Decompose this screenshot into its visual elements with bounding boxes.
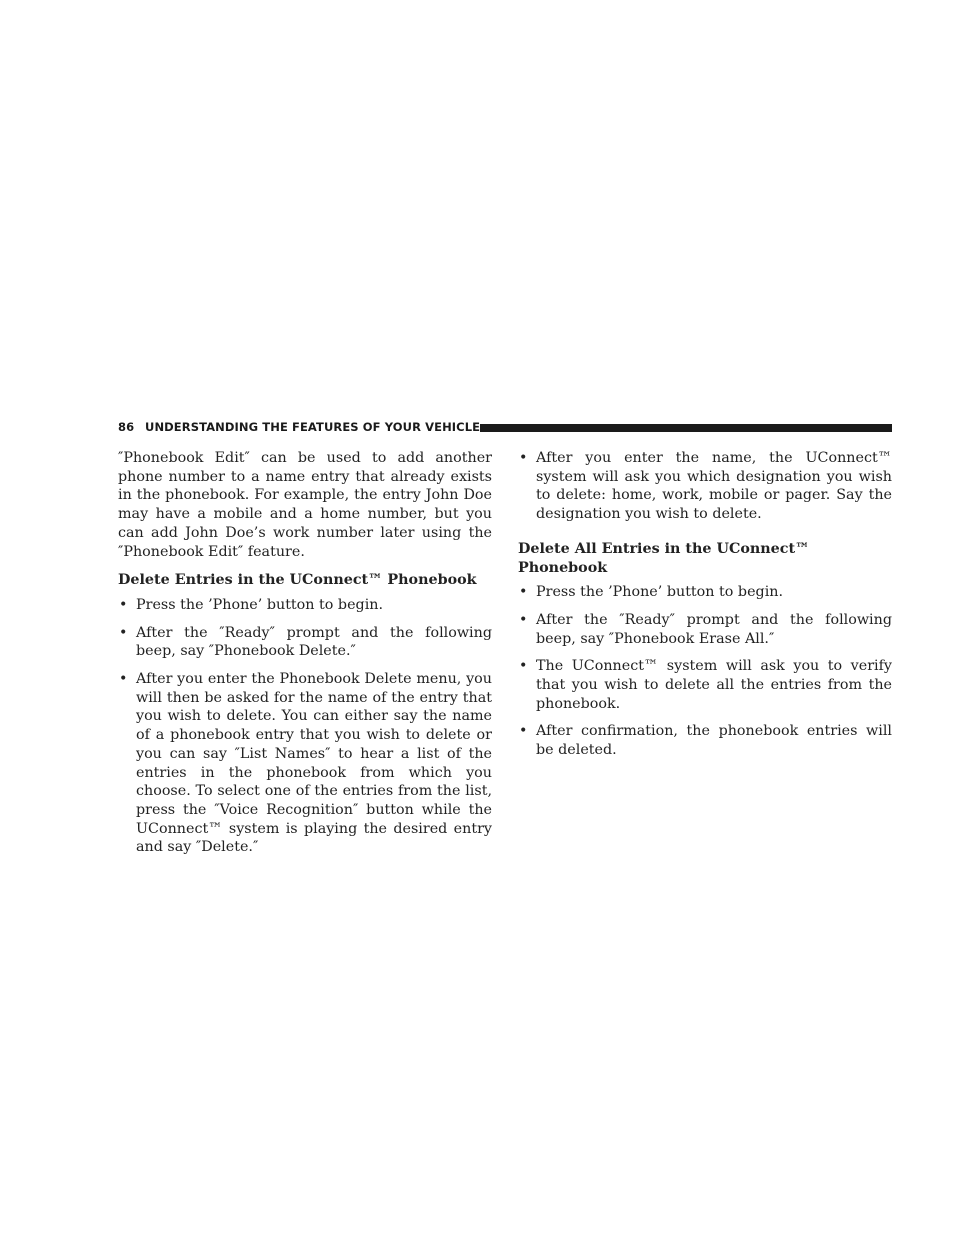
continued-list bbox=[518, 449, 892, 524]
left-column bbox=[118, 449, 492, 866]
intro-paragraph: ″Phonebook Edit″ can be used to add another phone number to a name entry that already exists in the phonebook. For example, the entry John Doe may have a mobile and a home number, but you can add John Doe’s work number later using the ″Phonebook Edit″ feature. bbox=[118, 450, 492, 560]
list-item: • After you enter the name, the UConnect™ system will ask you which designation you wish to delete: home, work, mobile or pager. Say the designation you wish to delete. bbox=[518, 449, 892, 524]
page-number: 86 bbox=[118, 420, 135, 434]
delete-all-heading: Delete All Entries in the UConnect™ Phonebook bbox=[518, 540, 810, 576]
list-item: • The UConnect™ system will ask you to verify that you wish to delete all the entries from the phonebook. bbox=[518, 657, 892, 713]
delete-entries-heading: Delete Entries in the UConnect™ Phonebook bbox=[118, 572, 477, 589]
list-item: • After the ″Ready″ prompt and the following beep, say ″Phonebook Delete.″ bbox=[118, 624, 492, 661]
list-item: • After the ″Ready″ prompt and the following beep, say ″Phonebook Erase All.″ bbox=[518, 611, 892, 648]
list-item: • Press the ’Phone’ button to begin. bbox=[518, 583, 892, 602]
section-title: UNDERSTANDING THE FEATURES OF YOUR VEHICLE bbox=[145, 420, 481, 434]
list-item: • After confirmation, the phonebook entries will be deleted. bbox=[518, 722, 892, 759]
list-item: • Press the ’Phone’ button to begin. bbox=[118, 596, 492, 615]
delete-all-list bbox=[518, 583, 892, 760]
page-header bbox=[118, 419, 892, 435]
list-item: • After you enter the Phonebook Delete menu, you will then be asked for the name of the entry that you wish to delete. You can either say the name of a phonebook entry that you wish to delete or you can say ″List Names″ to hear a list of the entries in the phonebook from which you choose. To select one of the entries from the list, press the ″Voice Recognition″ button while the UConnect™ system is playing the desired entry and say ″Delete.″ bbox=[118, 670, 492, 857]
header-rule bbox=[480, 424, 892, 432]
right-column bbox=[518, 449, 892, 769]
delete-entries-list bbox=[118, 596, 492, 857]
